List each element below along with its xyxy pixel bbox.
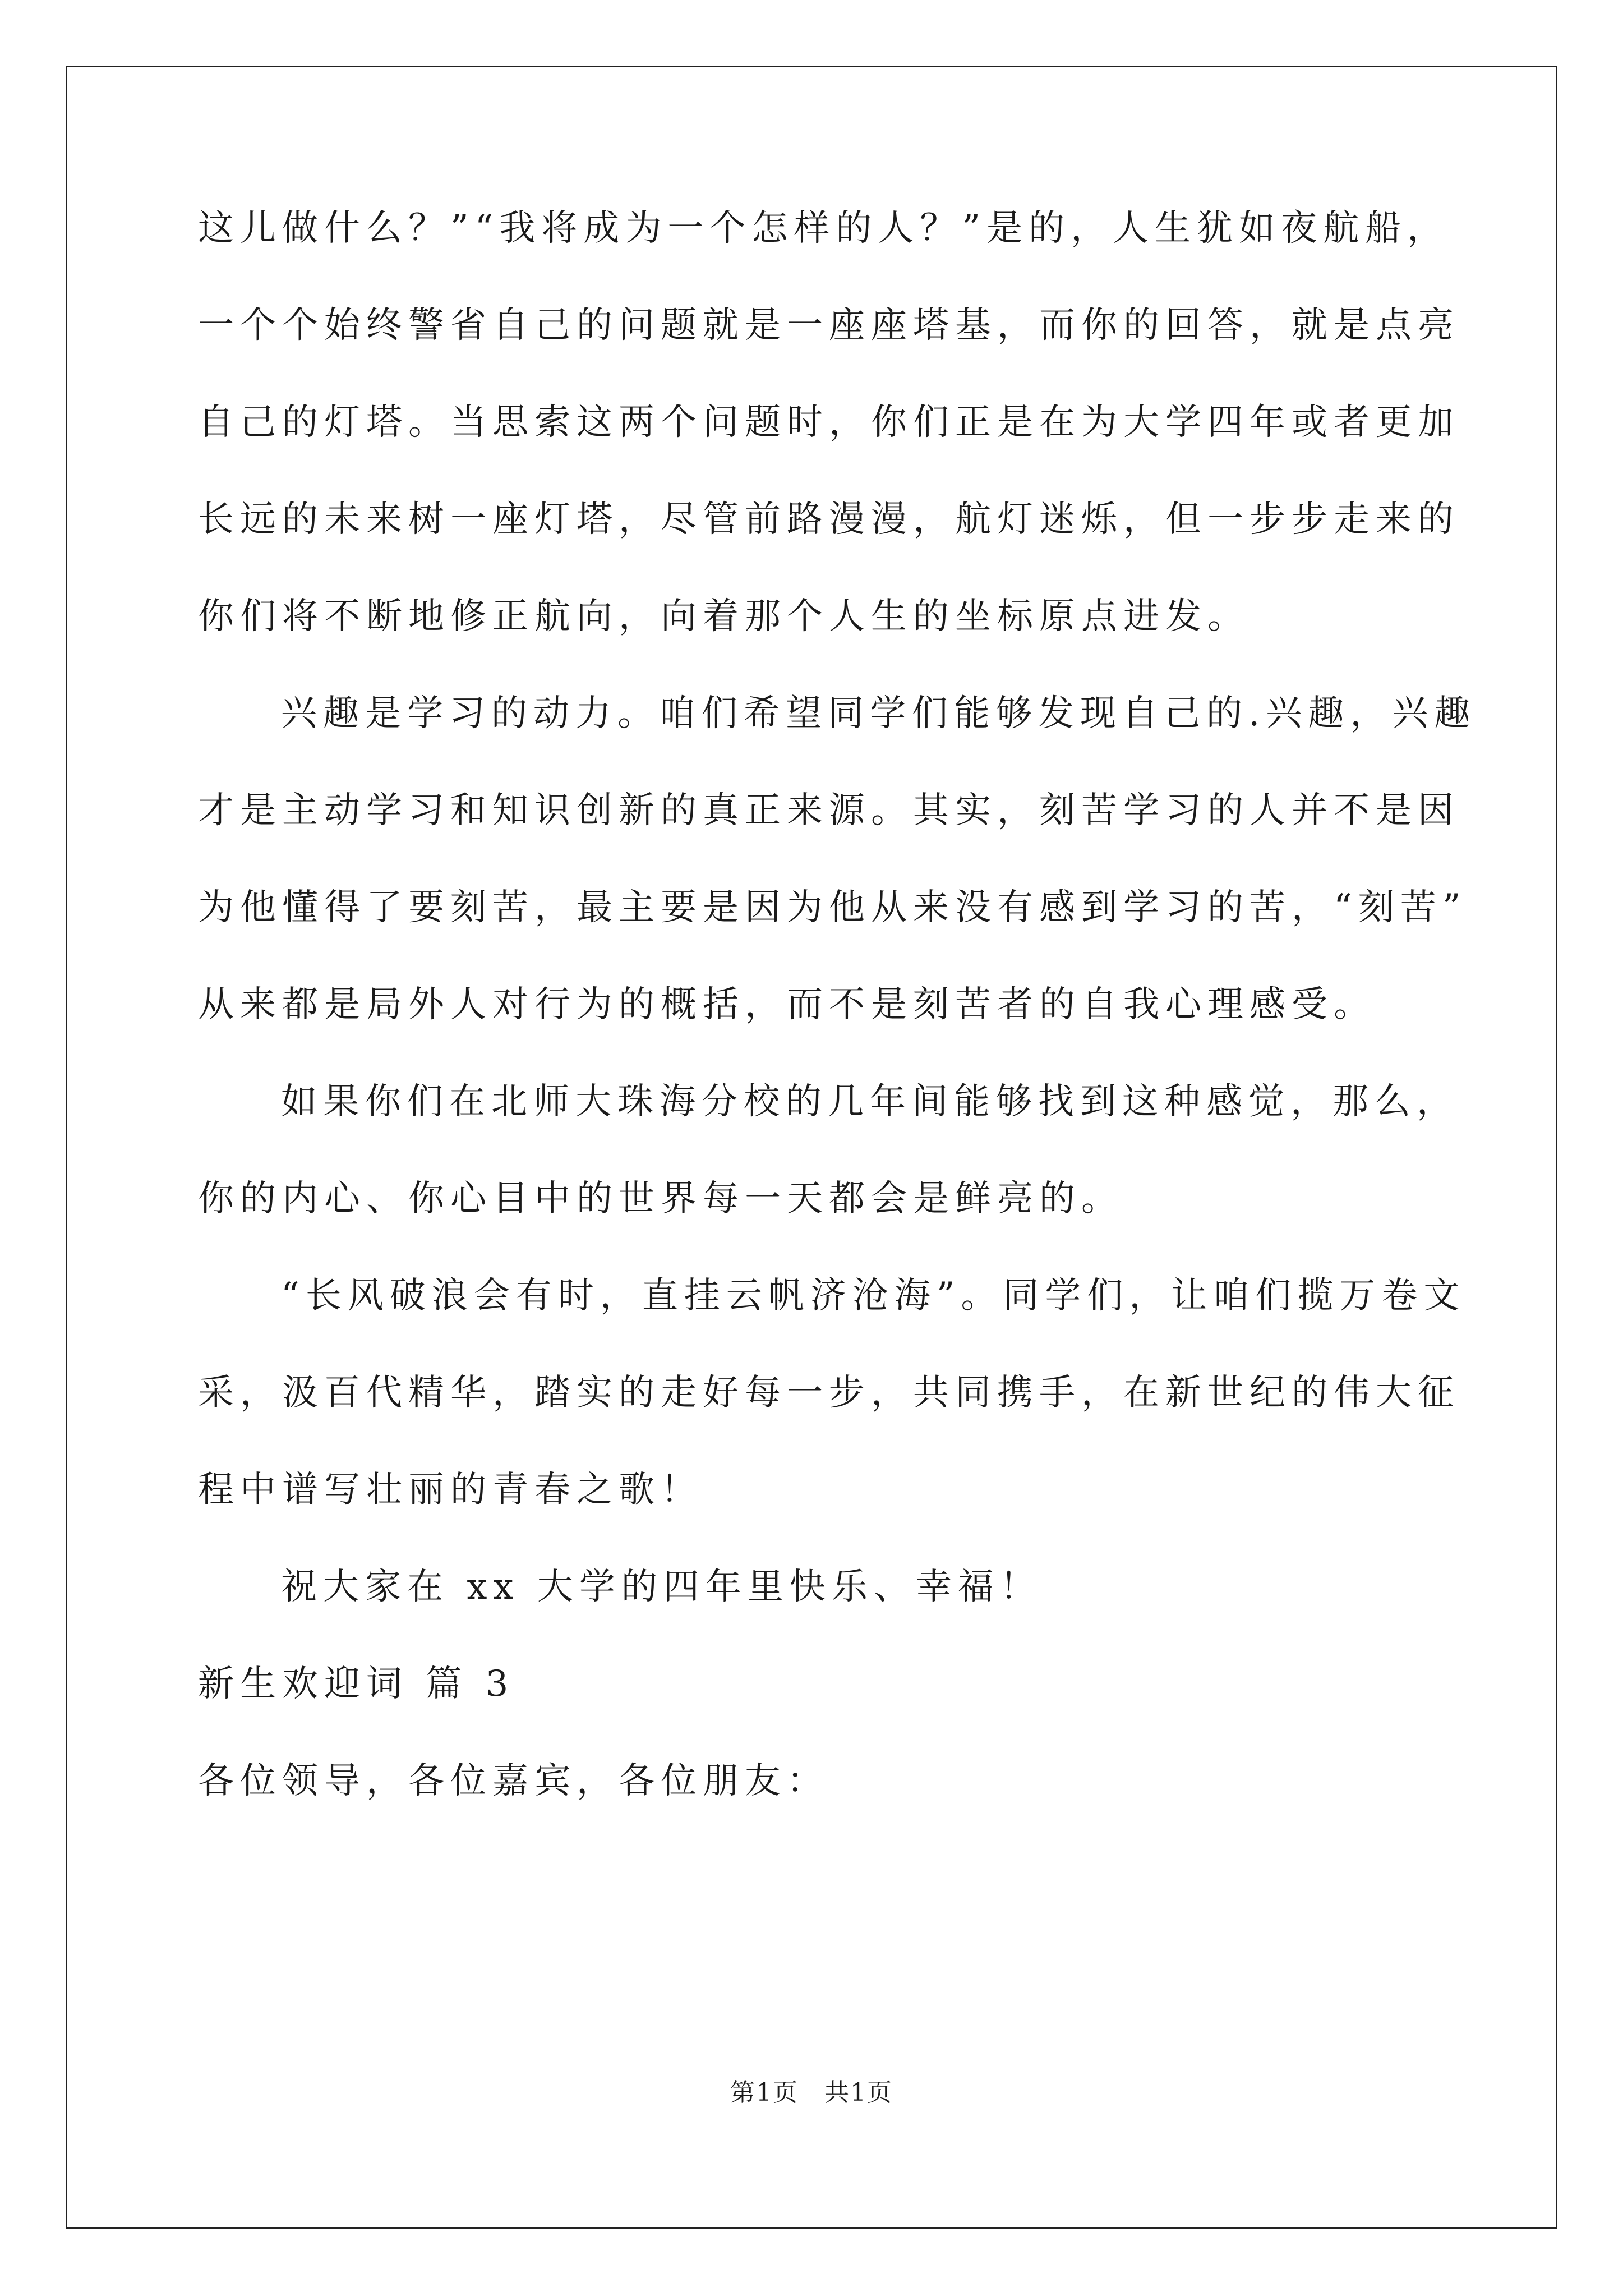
paragraph-line: 一个个始终警省自己的问题就是一座座塔基，而你的回答，就是点亮	[198, 305, 1460, 346]
paragraph-line: 为他懂得了要刻苦，最主要是因为他从来没有感到学习的苦，“刻苦”	[198, 887, 1467, 928]
page-number-footer: 第1页 共1页	[730, 2078, 893, 2107]
paragraph-line: 你们将不断地修正航向，向着那个人生的坐标原点进发。	[198, 596, 1249, 637]
paragraph-line: 这儿做什么？”“我将成为一个怎样的人？”是的，人生犹如夜航船，	[198, 208, 1450, 249]
section-heading: 新生欢迎词 篇 3	[198, 1663, 515, 1705]
paragraph-line: 才是主动学习和知识创新的真正来源。其实，刻苦学习的人并不是因	[198, 790, 1460, 831]
paragraph-line: 自己的灯塔。当思索这两个问题时，你们正是在为大学四年或者更加	[198, 402, 1460, 443]
document-body	[198, 208, 1477, 1802]
paragraph-line: 从来都是局外人对行为的概括，而不是刻苦者的自我心理感受。	[198, 984, 1376, 1025]
paragraph-line: 兴趣是学习的动力。咱们希望同学们能够发现自己的.兴趣，兴趣	[281, 693, 1477, 734]
paragraph-line: 你的内心、你心目中的世界每一天都会是鲜亮的。	[198, 1178, 1123, 1220]
salutation-line: 各位领导，各位嘉宾，各位朋友：	[198, 1760, 829, 1802]
paragraph-line: 采，汲百代精华，踏实的走好每一步，共同携手，在新世纪的伟大征	[198, 1372, 1460, 1414]
paragraph-line: 如果你们在北师大珠海分校的几年间能够找到这种感觉，那么，	[281, 1081, 1459, 1122]
paragraph-line: 长远的未来树一座灯塔，尽管前路漫漫，航灯迷烁，但一步步走来的	[198, 499, 1460, 540]
paragraph-line: 程中谱写壮丽的青春之歌！	[198, 1469, 703, 1511]
paragraph-line: 祝大家在 xx 大学的四年里快乐、幸福！	[281, 1566, 1042, 1608]
paragraph-line: “长风破浪会有时，直挂云帆济沧海”。同学们，让咱们揽万卷文	[281, 1275, 1466, 1317]
